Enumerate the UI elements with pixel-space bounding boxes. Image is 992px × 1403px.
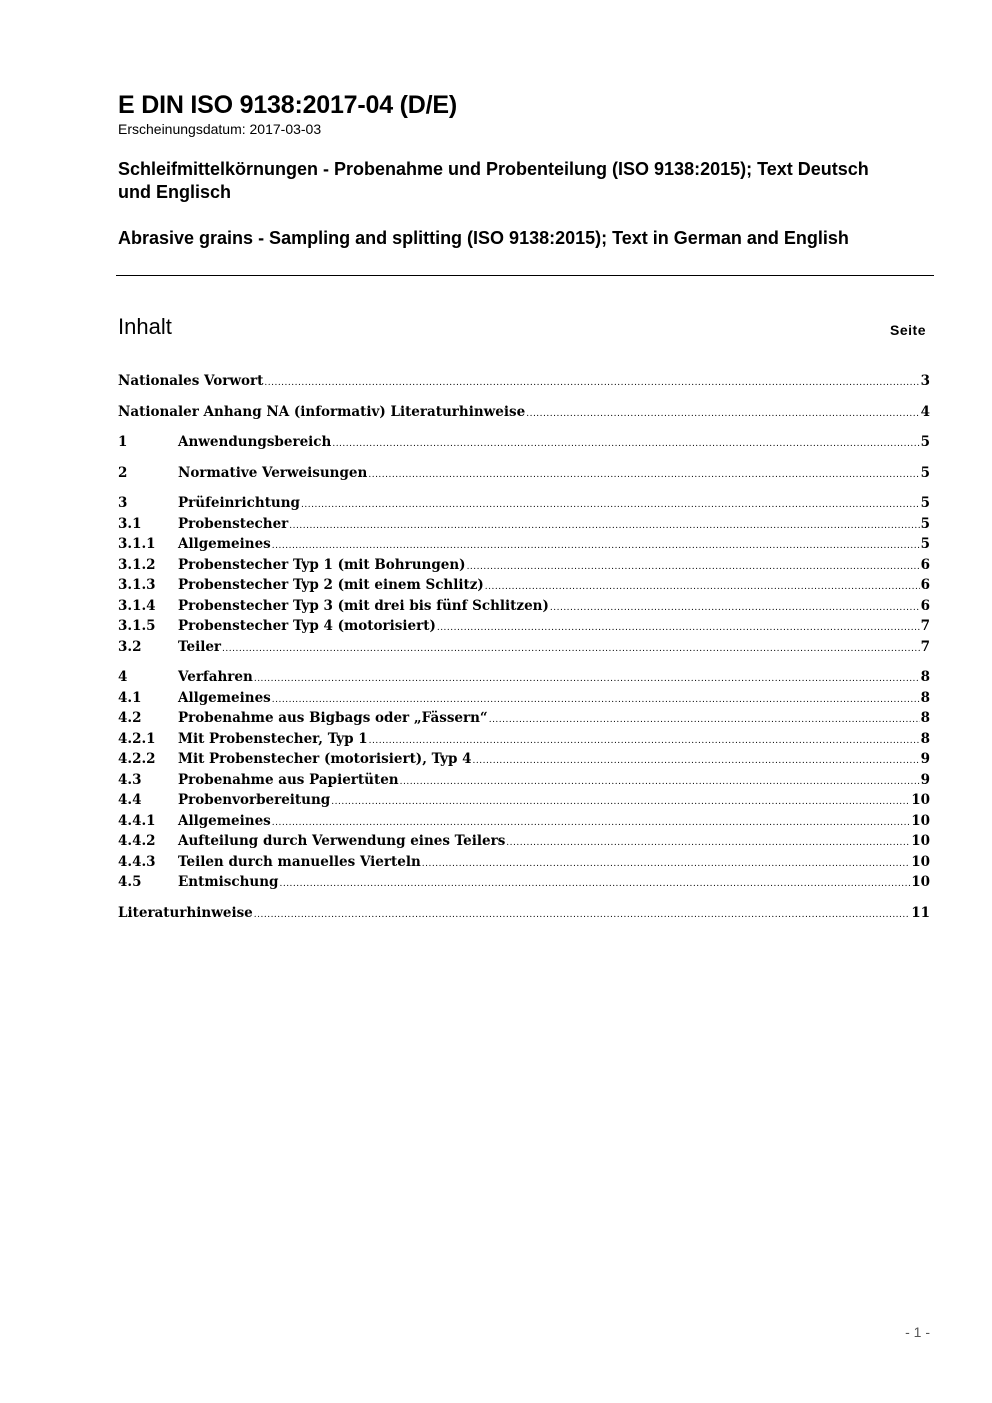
toc-entry[interactable] — [118, 616, 930, 637]
toc-entry-page: 6 — [920, 597, 930, 614]
toc-leader — [222, 639, 920, 659]
toc-entry-label: Normative Verweisungen — [178, 464, 368, 481]
toc-entry-number: 3.1.2 — [118, 556, 156, 573]
toc-entry-label: Probenstecher Typ 1 (mit Bohrungen) — [178, 556, 466, 573]
toc-entry-page: 3 — [920, 373, 930, 389]
toc-entry-page: 11 — [911, 904, 930, 921]
toc-entry-page: 5 — [920, 515, 930, 532]
toc-entry[interactable] — [118, 371, 930, 392]
toc-leader — [489, 710, 920, 730]
toc-entry[interactable] — [118, 637, 930, 658]
toc-entry-page: 10 — [911, 792, 930, 808]
toc-leader — [332, 434, 919, 454]
toc-entry-number: 3.1 — [118, 515, 142, 532]
toc-leader — [368, 465, 919, 485]
toc-entry[interactable] — [118, 575, 930, 596]
toc-entry-label: Teilen durch manuelles Vierteln — [178, 853, 421, 870]
toc-entry-number: 3 — [118, 495, 128, 511]
toc-leader — [254, 669, 920, 689]
toc-leader — [331, 792, 910, 812]
toc-entry-page: 7 — [920, 618, 930, 634]
toc-leader — [272, 690, 920, 710]
toc-leader — [467, 557, 920, 577]
toc-entry-page: 5 — [920, 536, 930, 552]
toc-entry-number: 4.1 — [118, 689, 142, 706]
toc-entry-page: 7 — [920, 638, 930, 655]
title-english: Abrasive grains - Sampling and splitting (ISO 9138:2015); Text in German and English — [118, 228, 849, 248]
toc-entry[interactable] — [118, 729, 930, 750]
toc-entry-page: 5 — [920, 464, 930, 481]
toc-entry-page: 10 — [911, 874, 930, 890]
toc-leader — [400, 772, 920, 792]
toc-leader — [254, 905, 910, 925]
toc-entry-number: 4.2.2 — [118, 751, 156, 767]
toc-entry-page: 4 — [920, 403, 930, 420]
toc-entry-page: 8 — [920, 689, 930, 706]
toc-entry-label: Mit Probenstecher (motorisiert), Typ 4 — [178, 751, 472, 767]
toc-entry-number: 4.5 — [118, 874, 142, 890]
toc-entry-label: Prüfeinrichtung — [178, 495, 301, 511]
toc-entry[interactable] — [118, 493, 930, 514]
toc-entry-page: 8 — [920, 730, 930, 747]
toc-entry-number: 4.4 — [118, 792, 142, 808]
toc-entry-number: 3.1.5 — [118, 618, 156, 634]
toc-entry-label: Teiler — [178, 638, 222, 655]
toc-entry-number: 4.2 — [118, 710, 142, 726]
toc-entry[interactable] — [118, 463, 930, 484]
toc-leader — [264, 373, 919, 393]
toc-entry[interactable] — [118, 432, 930, 453]
toc-entry-label: Mit Probenstecher, Typ 1 — [178, 730, 368, 747]
toc-entry[interactable] — [118, 811, 930, 832]
toc-entry-number: 2 — [118, 464, 128, 481]
toc-entry-number: 1 — [118, 434, 128, 450]
toc-entry[interactable] — [118, 903, 930, 924]
toc-entry-label: Probenstecher — [178, 515, 289, 532]
toc-entry-label: Probenstecher Typ 4 (motorisiert) — [178, 618, 436, 634]
toc-entry[interactable] — [118, 534, 930, 555]
toc-entry[interactable] — [118, 402, 930, 423]
toc-heading: Inhalt — [118, 314, 172, 339]
toc-leader — [279, 874, 910, 894]
toc-entry[interactable] — [118, 555, 930, 576]
table-of-contents — [118, 371, 930, 923]
toc-entry-label: Nationaler Anhang NA (informativ) Literaturhinweise — [118, 403, 526, 420]
toc-entry-number: 3.1.1 — [118, 536, 156, 552]
toc-entry-number: 3.1.3 — [118, 577, 156, 593]
toc-entry[interactable] — [118, 831, 930, 852]
toc-entry[interactable] — [118, 852, 930, 873]
toc-leader — [437, 618, 920, 638]
toc-entry-label: Verfahren — [178, 669, 253, 685]
toc-leader — [422, 854, 910, 874]
toc-entry-label: Probenvorbereitung — [178, 792, 331, 808]
toc-entry-page: 10 — [911, 853, 930, 870]
toc-entry-label: Probenstecher Typ 2 (mit einem Schlitz) — [178, 577, 484, 593]
toc-entry-number: 4.4.1 — [118, 812, 156, 829]
toc-leader — [272, 813, 910, 833]
toc-leader — [301, 495, 920, 515]
title-german: Schleifmittelkörnungen - Probenahme und Probenteilung (ISO 9138:2015); Text Deutsch und Englisch — [118, 159, 869, 202]
publication-date: Erscheinungsdatum: 2017-03-03 — [118, 121, 322, 137]
toc-entry-number: 3.1.4 — [118, 597, 156, 614]
toc-entry-label: Nationales Vorwort — [118, 373, 264, 389]
toc-entry-number: 4.4.3 — [118, 853, 156, 870]
toc-leader — [369, 731, 920, 751]
toc-entry-page: 8 — [920, 710, 930, 726]
toc-entry-page: 9 — [920, 771, 930, 788]
toc-entry-page: 5 — [920, 434, 930, 450]
document-header — [118, 90, 934, 248]
toc-entry-label: Literaturhinweise — [118, 904, 253, 921]
toc-leader — [550, 598, 920, 618]
document-id: E DIN ISO 9138:2017-04 (D/E) — [118, 91, 457, 119]
toc-entry[interactable] — [118, 514, 930, 535]
toc-entry-page: 5 — [920, 495, 930, 511]
toc-entry[interactable] — [118, 790, 930, 811]
toc-entry[interactable] — [118, 872, 930, 893]
toc-entry-label: Entmischung — [178, 874, 279, 890]
toc-entry[interactable] — [118, 749, 930, 770]
toc-entry[interactable] — [118, 596, 930, 617]
toc-entry-number: 4.2.1 — [118, 730, 156, 747]
toc-entry-number: 3.2 — [118, 638, 142, 655]
toc-leader — [473, 751, 920, 771]
toc-entry-page: 10 — [911, 833, 930, 849]
toc-entry-page: 10 — [911, 812, 930, 829]
toc-entry[interactable] — [118, 770, 930, 791]
toc-entry-page: 6 — [920, 556, 930, 573]
toc-entry-label: Allgemeines — [178, 689, 271, 706]
toc-entry-label: Allgemeines — [178, 812, 271, 829]
toc-entry[interactable] — [118, 688, 930, 709]
header-divider — [116, 275, 934, 276]
toc-leader — [506, 833, 910, 853]
toc-leader — [289, 516, 919, 536]
toc-entry[interactable] — [118, 708, 930, 729]
toc-entry-page: 8 — [920, 669, 930, 685]
toc-entry-label: Anwendungsbereich — [178, 434, 332, 450]
toc-entry-label: Allgemeines — [178, 536, 271, 552]
toc-entry-number: 4 — [118, 669, 128, 685]
toc-entry-label: Probenahme aus Bigbags oder „Fässern“ — [178, 710, 488, 726]
toc-entry-label: Probenahme aus Papiertüten — [178, 771, 399, 788]
toc-entry-page: 6 — [920, 577, 930, 593]
toc-leader — [526, 404, 919, 424]
toc-entry[interactable] — [118, 667, 930, 688]
toc-entry-label: Aufteilung durch Verwendung eines Teilers — [178, 833, 506, 849]
toc-entry-number: 4.3 — [118, 771, 142, 788]
page-number: - 1 - — [905, 1324, 930, 1340]
toc-entry-number: 4.4.2 — [118, 833, 156, 849]
toc-entry-label: Probenstecher Typ 3 (mit drei bis fünf Schlitzen) — [178, 597, 549, 614]
toc-entry-page: 9 — [920, 751, 930, 767]
toc-page-label: Seite — [890, 322, 926, 338]
toc-leader — [272, 536, 920, 556]
toc-heading-row — [118, 314, 926, 344]
toc-leader — [485, 577, 920, 597]
